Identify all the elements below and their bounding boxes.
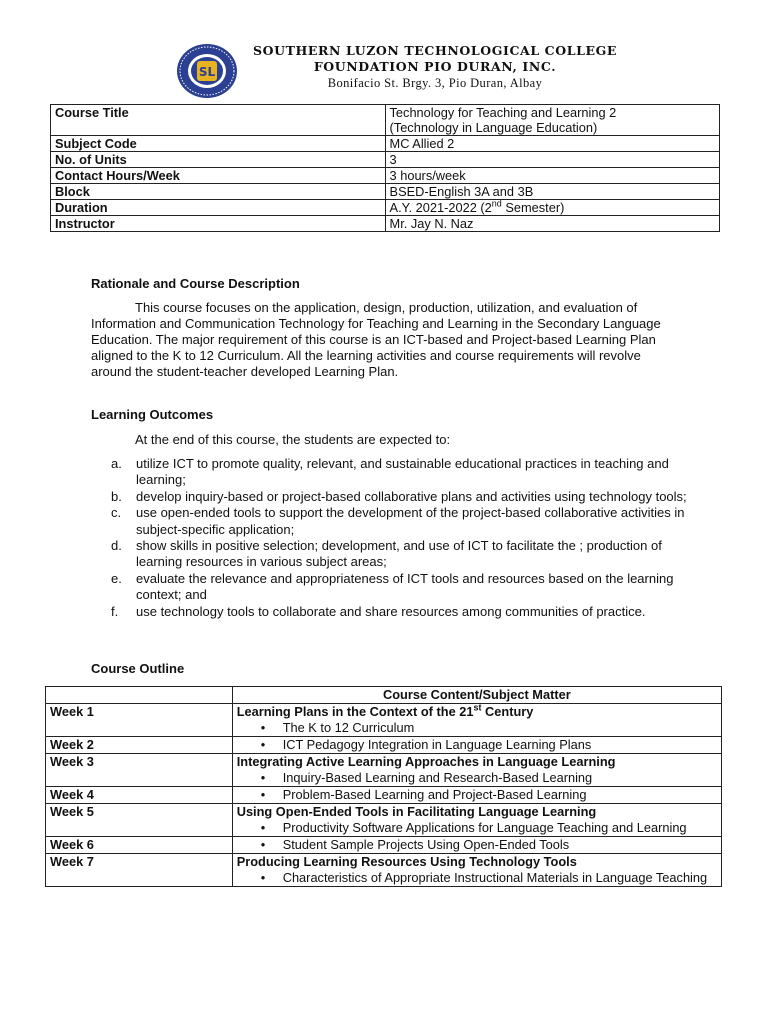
list-item: • Problem-Based Learning and Project-Based Learning: [237, 787, 717, 803]
course-title-row: [51, 105, 720, 136]
outcome-item: d. show skills in positive selection; development, and use of ICT to facilitate the ; production of learning resources in various subject areas;: [111, 538, 662, 570]
week-content: [232, 787, 721, 804]
week-content: [232, 737, 721, 754]
course-info-table: [50, 104, 720, 232]
contact-hours-row: [51, 168, 720, 184]
outcome-item: e. evaluate the relevance and appropriateness of ICT tools and resources based on the learning context; and: [111, 570, 674, 603]
week-label: Week 2: [46, 737, 233, 754]
week-label: Week 5: [46, 804, 233, 837]
list-item: • Inquiry-Based Learning and Research-Based Learning: [237, 770, 717, 786]
week-label: Week 3: [46, 754, 233, 787]
info-value: Technology for Teaching and Learning 2 (Technology in Language Education): [385, 105, 719, 136]
week-topic: Using Open-Ended Tools in Facilitating Language Learning: [236, 804, 597, 819]
table-row: [46, 787, 722, 804]
rationale-body: This course focuses on the application, design, production, utilization, and evaluation of Information and Communication Technology for Teaching and Learning in the Secondary Language Education. The major requirement of this course is an ICT-based and Project-based Learning Plan aligned to the K to 12 Curriculum. All the learning activities and course requirements will revolve around the student-teacher developed Learning Plan.: [91, 300, 661, 379]
learning-outcomes-intro: At the end of this course, the students are expected to:: [135, 432, 451, 447]
outline-header-row: [46, 687, 722, 704]
course-outline-heading: Course Outline: [91, 661, 185, 676]
table-row: [46, 854, 722, 887]
info-label: Duration: [51, 200, 386, 216]
info-label: No. of Units: [51, 152, 386, 168]
college-name: SOUTHERN LUZON TECHNOLOGICAL COLLEGE: [252, 43, 618, 58]
week-label: Week 1: [46, 704, 233, 737]
info-value: BSED-English 3A and 3B: [385, 184, 719, 200]
info-label: Instructor: [51, 216, 386, 232]
info-label: Block: [51, 184, 386, 200]
info-label: Contact Hours/Week: [51, 168, 386, 184]
logo-text: SL: [198, 65, 216, 79]
units-row: [51, 152, 720, 168]
week-topic: Learning Plans in the Context of the 21st Century: [236, 702, 534, 719]
info-value: 3 hours/week: [385, 168, 719, 184]
week-content: [232, 704, 721, 737]
week-label: Week 4: [46, 787, 233, 804]
list-item: • Student Sample Projects Using Open-Ended Tools: [237, 837, 717, 853]
subject-code-row: [51, 136, 720, 152]
week-content: [232, 804, 721, 837]
info-label: Course Title: [51, 105, 386, 136]
document-header: [0, 40, 768, 102]
info-label: Subject Code: [51, 136, 386, 152]
week-label: Week 7: [46, 854, 233, 887]
table-row: [46, 704, 722, 737]
outcome-item: a. utilize ICT to promote quality, relevant, and sustainable educational practices in teaching and learning;: [111, 456, 669, 488]
table-row: [46, 737, 722, 754]
foundation-name: FOUNDATION PIO DURAN, INC.: [313, 59, 557, 74]
learning-outcomes-heading: Learning Outcomes: [91, 407, 214, 422]
list-item: • Productivity Software Applications for Language Teaching and Learning: [237, 820, 717, 836]
info-value: 3: [385, 152, 719, 168]
week-topic: Integrating Active Learning Approaches in Language Learning: [236, 754, 616, 769]
outcome-item: c. use open-ended tools to support the development of the project-based collaborative activities in subject-specific application;: [111, 505, 685, 537]
college-seal-logo: [175, 42, 239, 100]
info-value: MC Allied 2: [385, 136, 719, 152]
block-row: [51, 184, 720, 200]
week-content: [232, 754, 721, 787]
course-outline-table: [45, 686, 722, 887]
college-address: Bonifacio St. Brgy. 3, Pio Duran, Albay: [327, 76, 543, 90]
instructor-row: [51, 216, 720, 232]
week-topic: Producing Learning Resources Using Technology Tools: [236, 854, 577, 869]
week-content: [232, 854, 721, 887]
week-label: Week 6: [46, 837, 233, 854]
table-row: [46, 804, 722, 837]
list-item: • ICT Pedagogy Integration in Language Learning Plans: [237, 737, 717, 753]
info-value: A.Y. 2021-2022 (2nd Semester): [385, 200, 719, 216]
outcome-item: b. develop inquiry-based or project-based collaborative plans and activities using technology tools;: [111, 488, 687, 504]
list-item: • The K to 12 Curriculum: [237, 720, 717, 736]
info-value: Mr. Jay N. Naz: [385, 216, 719, 232]
table-row: [46, 754, 722, 787]
week-content: [232, 837, 721, 854]
duration-row: [51, 200, 720, 216]
outline-column-header: Course Content/Subject Matter: [232, 687, 721, 704]
list-item: • Characteristics of Appropriate Instructional Materials in Language Teaching: [237, 870, 717, 886]
learning-outcomes-list: [91, 456, 687, 620]
table-row: [46, 837, 722, 854]
rationale-heading: Rationale and Course Description: [91, 276, 300, 291]
outcome-item: f. use technology tools to collaborate and share resources among communities of practice.: [111, 603, 646, 619]
